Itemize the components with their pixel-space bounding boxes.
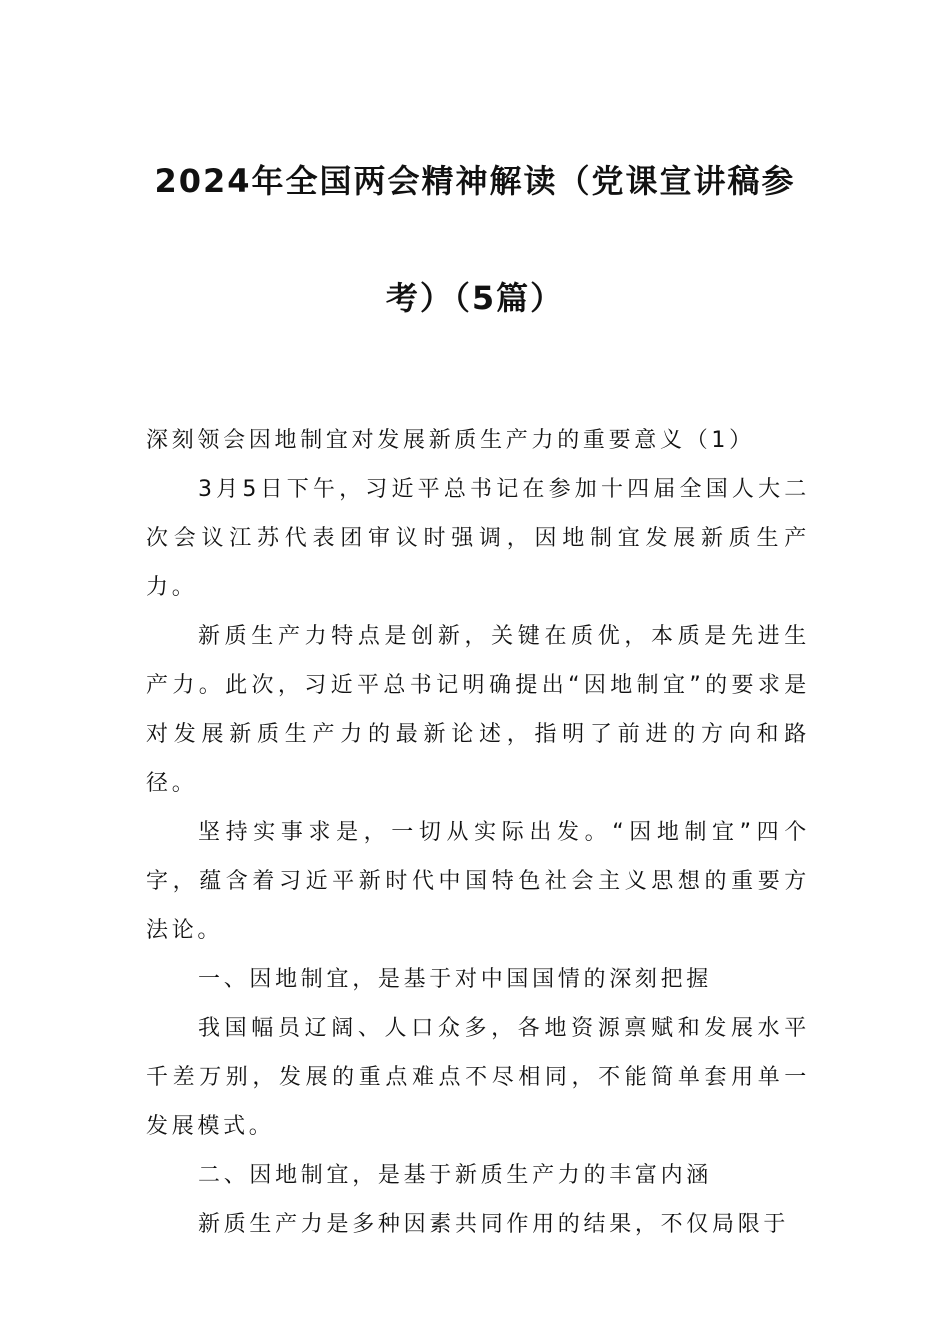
paragraph: 我国幅员辽阔、人口众多，各地资源禀赋和发展水平千差万别，发展的重点难点不尽相同，不能简单套用单一发展模式。	[146, 1016, 810, 1139]
subsection-heading: 二、因地制宜，是基于新质生产力的丰富内涵	[198, 1163, 713, 1188]
document-body	[146, 416, 810, 1249]
paragraph: 新质生产力特点是创新，关键在质优，本质是先进生产力。此次，习近平总书记明确提出“因地制宜”的要求是对发展新质生产力的最新论述，指明了前进的方向和路径。	[146, 624, 810, 796]
paragraph: 新质生产力是多种因素共同作用的结果，不仅局限于	[198, 1212, 790, 1237]
paragraph: 3月5日下午，习近平总书记在参加十四届全国人大二次会议江苏代表团审议时强调，因地制宜发展新质生产力。	[146, 477, 810, 600]
section-heading: 深刻领会因地制宜对发展新质生产力的重要意义（1）	[146, 428, 755, 453]
subsection-heading: 一、因地制宜，是基于对中国国情的深刻把握	[198, 967, 713, 992]
document-title-line-1: 2024年全国两会精神解读（党课宣讲稿参	[154, 162, 796, 200]
paragraph: 坚持实事求是，一切从实际出发。“因地制宜”四个字，蕴含着习近平新时代中国特色社会主义思想的重要方法论。	[146, 820, 810, 943]
document-title-line-2: 考）（5篇）	[385, 279, 565, 317]
